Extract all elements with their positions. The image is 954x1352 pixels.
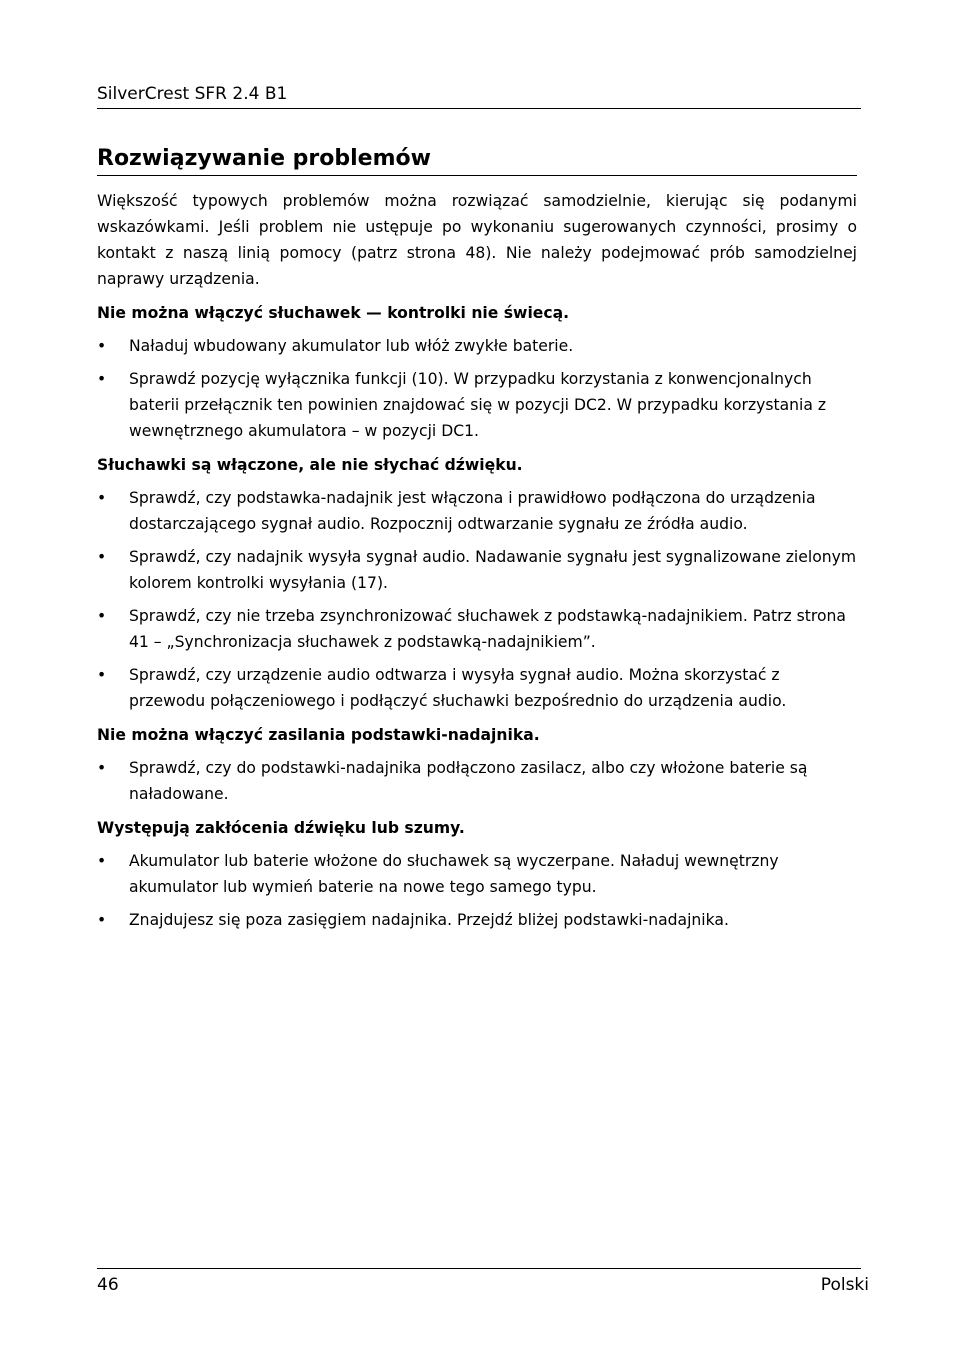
problem-heading-2: Nie można włączyć zasilania podstawki-nadajnika. xyxy=(97,726,540,744)
problem-list-3 xyxy=(97,848,857,933)
list-item: • Sprawdź, czy podstawka-nadajnik jest włączona i prawidłowo podłączona do urządzenia dostarczającego sygnał audio. Rozpocznij odtwarzanie sygnału ze źródła audio. xyxy=(97,485,857,537)
list-item: • Sprawdź pozycję wyłącznika funkcji (10). W przypadku korzystania z konwencjonalnych baterii przełącznik ten powinien znajdować się w pozycji DC2. W przypadku korzystania z wewnętrznego akumulatora – w pozycji DC1. xyxy=(97,366,857,444)
list-item: • Naładuj wbudowany akumulator lub włóż zwykłe baterie. xyxy=(97,333,857,359)
list-item: • Sprawdź, czy do podstawki-nadajnika podłączono zasilacz, albo czy włożone baterie są naładowane. xyxy=(97,755,857,807)
footer-language: Polski xyxy=(820,1275,869,1295)
list-item: • Sprawdź, czy nie trzeba zsynchronizować słuchawek z podstawką-nadajnikiem. Patrz strona 41 – „Synchronizacja słuchawek z podstawką-nadajnikiem”. xyxy=(97,603,857,655)
footer-divider xyxy=(97,1268,861,1269)
page-number: 46 xyxy=(97,1275,119,1295)
section-title: Rozwiązywanie problemów xyxy=(97,145,857,176)
problem-heading-3: Występują zakłócenia dźwięku lub szumy. xyxy=(97,819,465,837)
problem-heading-0: Nie można włączyć słuchawek — kontrolki nie świecą. xyxy=(97,304,570,322)
header-divider xyxy=(97,108,861,109)
problem-heading-1: Słuchawki są włączone, ale nie słychać dźwięku. xyxy=(97,456,523,474)
document-header-title: SilverCrest SFR 2.4 B1 xyxy=(97,84,288,104)
list-item: • Akumulator lub baterie włożone do słuchawek są wyczerpane. Naładuj wewnętrzny akumulator lub wymień baterie na nowe tego samego typu. xyxy=(97,848,857,900)
problem-list-1 xyxy=(97,485,857,714)
list-item: • Znajdujesz się poza zasięgiem nadajnika. Przejdź bliżej podstawki-nadajnika. xyxy=(97,907,857,933)
list-item: • Sprawdź, czy urządzenie audio odtwarza i wysyła sygnał audio. Można skorzystać z przewodu połączeniowego i podłączyć słuchawki bezpośrednio do urządzenia audio. xyxy=(97,662,857,714)
problem-list-0 xyxy=(97,333,857,444)
list-item: • Sprawdź, czy nadajnik wysyła sygnał audio. Nadawanie sygnału jest sygnalizowane zielonym kolorem kontrolki wysyłania (17). xyxy=(97,544,857,596)
section-intro: Większość typowych problemów można rozwiązać samodzielnie, kierując się podanymi wskazówkami. Jeśli problem nie ustępuje po wykonaniu sugerowanych czynności, prosimy o kontakt z naszą linią pomocy (patrz strona 48). Nie należy podejmować prób samodzielnej naprawy urządzenia. xyxy=(97,192,857,288)
page-content xyxy=(97,145,857,933)
problem-list-2 xyxy=(97,755,857,807)
